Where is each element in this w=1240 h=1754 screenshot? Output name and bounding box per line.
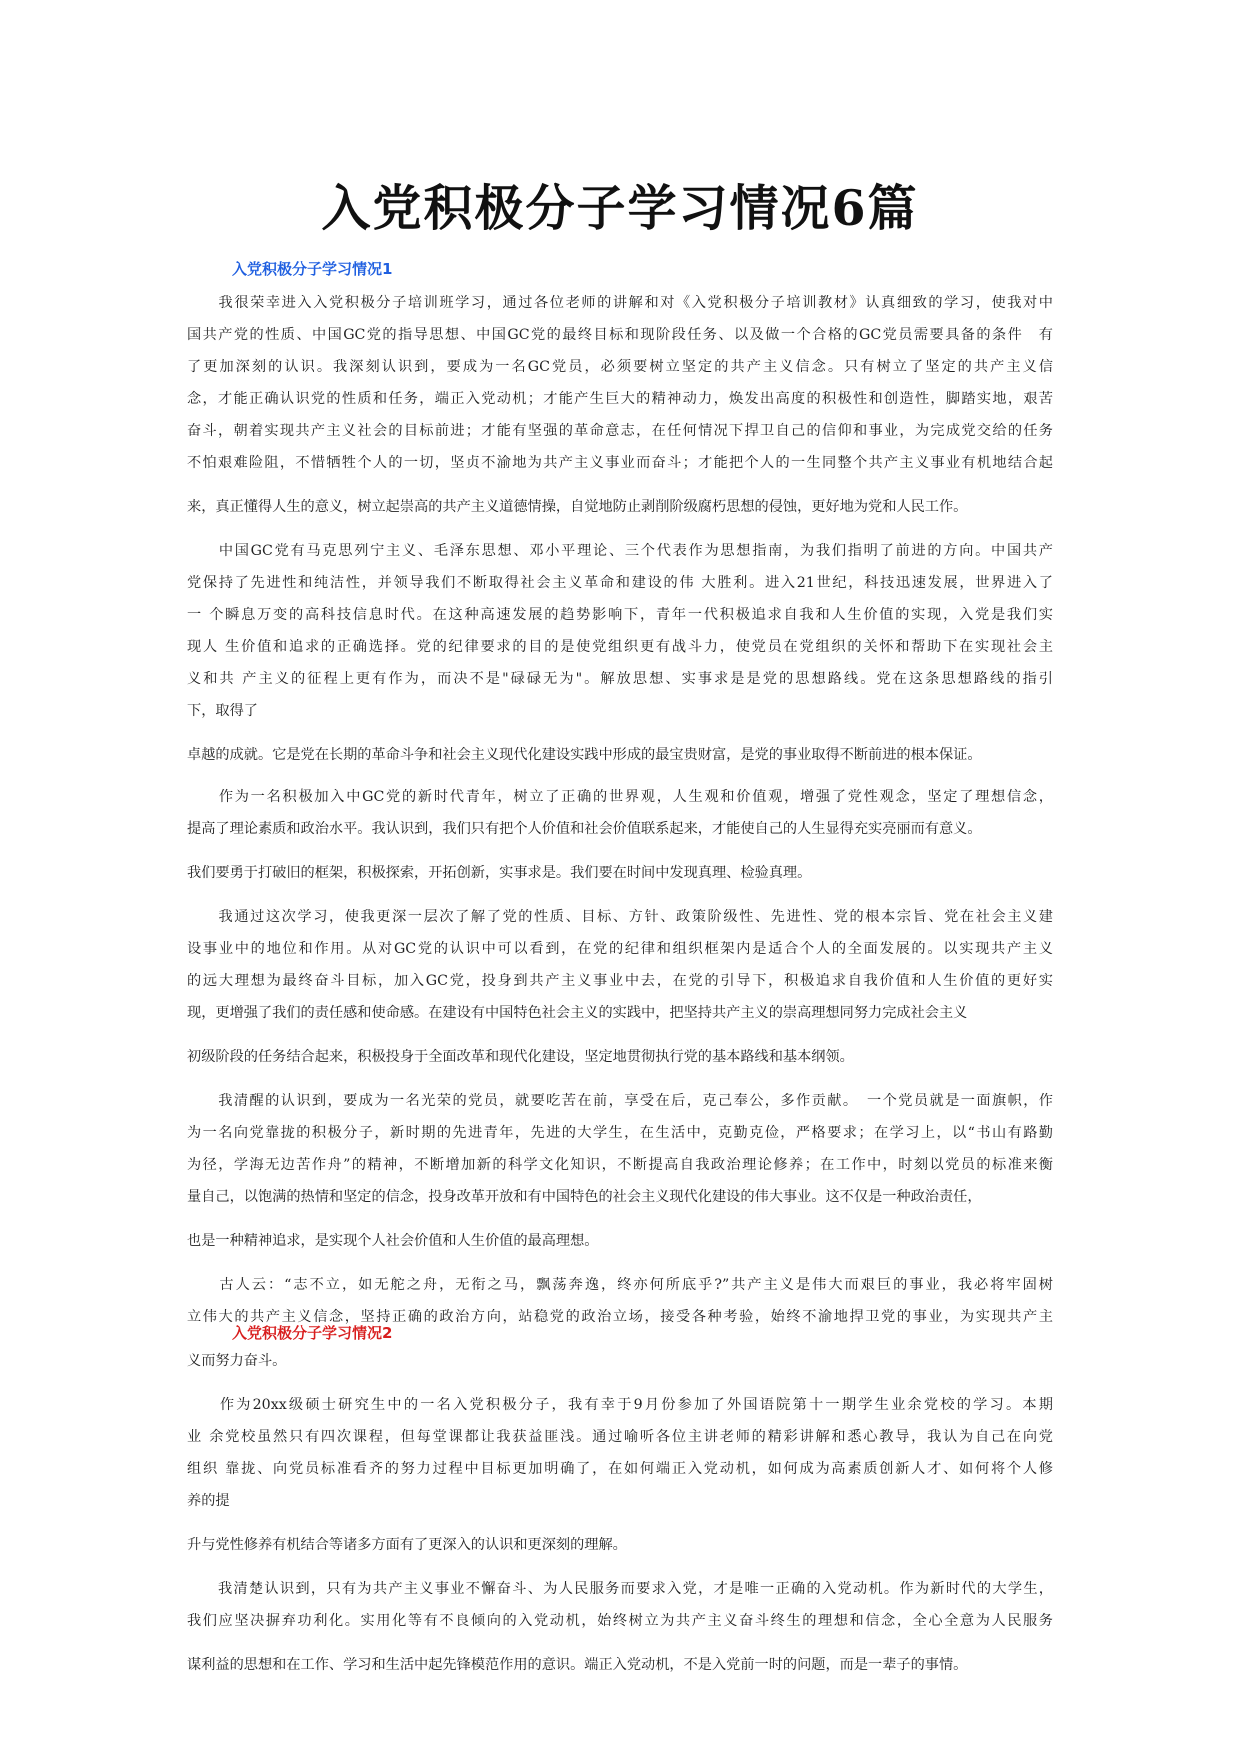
text-line: 我们应坚决摒弃功利化。实用化等有不良倾向的入党动机，始终树立为共产主义奋斗终生的理想和信念，全心全意为人民服务 (187, 1613, 1053, 1629)
text-line: 中国GC党有马克思列宁主义、毛泽东思想、邓小平理论、三个代表作为思想指南，为我们指明了前进的方向。中国共产 (187, 543, 1053, 559)
text-line: 我清醒的认识到，要成为一名光荣的党员，就要吃苦在前，享受在后，克己奉公，多作贡献。 一个党员就是一面旗帜，作 (187, 1093, 1053, 1109)
text-line: 党保持了先进性和纯洁性，并领导我们不断取得社会主义革命和建设的伟 大胜利。进入21世纪，科技迅速发展，世界进入了 (187, 575, 1053, 591)
text-line: 古人云：“志不立，如无舵之舟，无衔之马，飘荡奔逸，终亦何所底乎?”共产主义是伟大而艰巨的事业，我必将牢固树 (187, 1277, 1053, 1293)
text-line: 我很荣幸进入入党积极分子培训班学习，通过各位老师的讲解和对《入党积极分子培训教材》认真细致的学习，使我对中 (187, 295, 1053, 311)
text-line: 义和共 产主义的征程上更有作为，而决不是"碌碌无为"。解放思想、实事求是是党的思想路线。党在这条思想路线的指引 (187, 671, 1053, 687)
text-line: 立伟大的共产主义信念，坚持正确的政治方向，站稳党的政治立场，接受各种考验，始终不渝地捍卫党的事业，为实现共产主 (187, 1309, 1053, 1325)
section-heading-2: 入党积极分子学习情况2 (232, 1324, 393, 1342)
text-line: 量自己，以饱满的热情和坚定的信念，投身改革开放和有中国特色的社会主义现代化建设的伟大事业。这不仅是一种政治责任， (187, 1189, 982, 1205)
text-line: 为径，学海无边苦作舟”的精神，不断增加新的科学文化知识，不断提高自我政治理论修养；在工作中，时刻以党员的标准来衡 (187, 1157, 1053, 1173)
text-line: 国共产党的性质、中国GC党的指导思想、中国GC党的最终目标和现阶段任务、以及做一个合格的GC党员需要具备的条件 有 (187, 327, 1053, 343)
text-line: 的远大理想为最终奋斗目标，加入GC党，投身到共产主义事业中去，在党的引导下，积极追求自我价值和人生价值的更好实 (187, 973, 1053, 989)
text-line: 提高了理论素质和政治水平。我认识到，我们只有把个人价值和社会价值联系起来，才能使自己的人生显得充实亮丽而有意义。 (187, 821, 982, 837)
text-line: 我通过这次学习，使我更深一层次了解了党的性质、目标、方针、政策阶级性、先进性、党的根本宗旨、党在社会主义建 (187, 909, 1053, 925)
text-line: 作为一名积极加入中GC党的新时代青年，树立了正确的世界观，人生观和价值观，增强了党性观念，坚定了理想信念， (187, 789, 1053, 805)
text-line: 一 个瞬息万变的高科技信息时代。在这种高速发展的趋势影响下，青年一代积极追求自我和人生价值的实现，入党是我们实 (187, 607, 1053, 623)
document-title: 入党积极分子学习情况6篇 (321, 179, 919, 237)
text-line: 升与党性修养有机结合等诸多方面有了更深入的认识和更深刻的理解。 (187, 1537, 627, 1553)
text-line: 养的提 (187, 1493, 230, 1509)
text-line: 奋斗，朝着实现共产主义社会的目标前进；才能有坚强的革命意志，在任何情况下捍卫自己的信仰和事业，为完成党交给的任务 (187, 423, 1053, 439)
text-line: 作为20xx级硕士研究生中的一名入党积极分子，我有幸于9月份参加了外国语院第十一期学生业余党校的学习。本期 (187, 1397, 1053, 1413)
text-line: 念，才能正确认识党的性质和任务，端正入党动机；才能产生巨大的精神动力，焕发出高度的积极性和创造性，脚踏实地，艰苦 (187, 391, 1053, 407)
text-line: 我们要勇于打破旧的框架，积极探索，开拓创新，实事求是。我们要在时间中发现真理、检验真理。 (187, 865, 812, 881)
text-line: 也是一种精神追求，是实现个人社会价值和人生价值的最高理想。 (187, 1233, 599, 1249)
text-line: 谋利益的思想和在工作、学习和生活中起先锋模范作用的意识。端正入党动机，不是入党前一时的问题，而是一辈子的事情。 (187, 1657, 968, 1673)
text-line: 初级阶段的任务结合起来，积极投身于全面改革和现代化建设，坚定地贯彻执行党的基本路线和基本纲领。 (187, 1049, 854, 1065)
text-line: 组织 靠拢、向党员标准看齐的努力过程中目标更加明确了，在如何端正入党动机，如何成为高素质创新人才、如何将个人修 (187, 1461, 1053, 1477)
text-line: 为一名向党靠拢的积极分子，新时期的先进青年，先进的大学生，在生活中，克勤克俭，严格要求；在学习上，以“书山有路勤 (187, 1125, 1053, 1141)
text-line: 我清楚认识到，只有为共产主义事业不懈奋斗、为人民服务而要求入党，才是唯一正确的入党动机。作为新时代的大学生， (187, 1581, 1053, 1597)
text-line: 现，更增强了我们的责任感和使命感。在建设有中国特色社会主义的实践中，把坚持共产主义的崇高理想同努力完成社会主义 (187, 1005, 968, 1021)
text-line: 不怕艰难险阻，不惜牺牲个人的一切，坚贞不渝地为共产主义事业而奋斗；才能把个人的一生同整个共产主义事业有机地结合起 (187, 455, 1053, 471)
text-line: 现人 生价值和追求的正确选择。党的纪律要求的目的是使党组织更有战斗力，使党员在党组织的关怀和帮助下在实现社会主 (187, 639, 1053, 655)
text-line: 来，真正懂得人生的意义，树立起崇高的共产主义道德情操，自觉地防止剥削阶级腐朽思想的侵蚀，更好地为党和人民工作。 (187, 499, 968, 515)
section-heading-1: 入党积极分子学习情况1 (232, 260, 393, 278)
text-line: 义而努力奋斗。 (187, 1353, 287, 1369)
text-line: 了更加深刻的认识。我深刻认识到，要成为一名GC党员，必须要树立坚定的共产主义信念。只有树立了坚定的共产主义信 (187, 359, 1053, 375)
text-line: 业 余党校虽然只有四次课程，但每堂课都让我获益匪浅。通过喻听各位主讲老师的精彩讲解和悉心教导，我认为自己在向党 (187, 1429, 1053, 1445)
text-line: 卓越的成就。它是党在长期的革命斗争和社会主义现代化建设实践中形成的最宝贵财富，是党的事业取得不断前进的根本保证。 (187, 747, 982, 763)
text-line: 下，取得了 (187, 703, 258, 719)
text-line: 设事业中的地位和作用。从对GC党的认识中可以看到，在党的纪律和组织框架内是适合个人的全面发展的。以实现共产主义 (187, 941, 1053, 957)
